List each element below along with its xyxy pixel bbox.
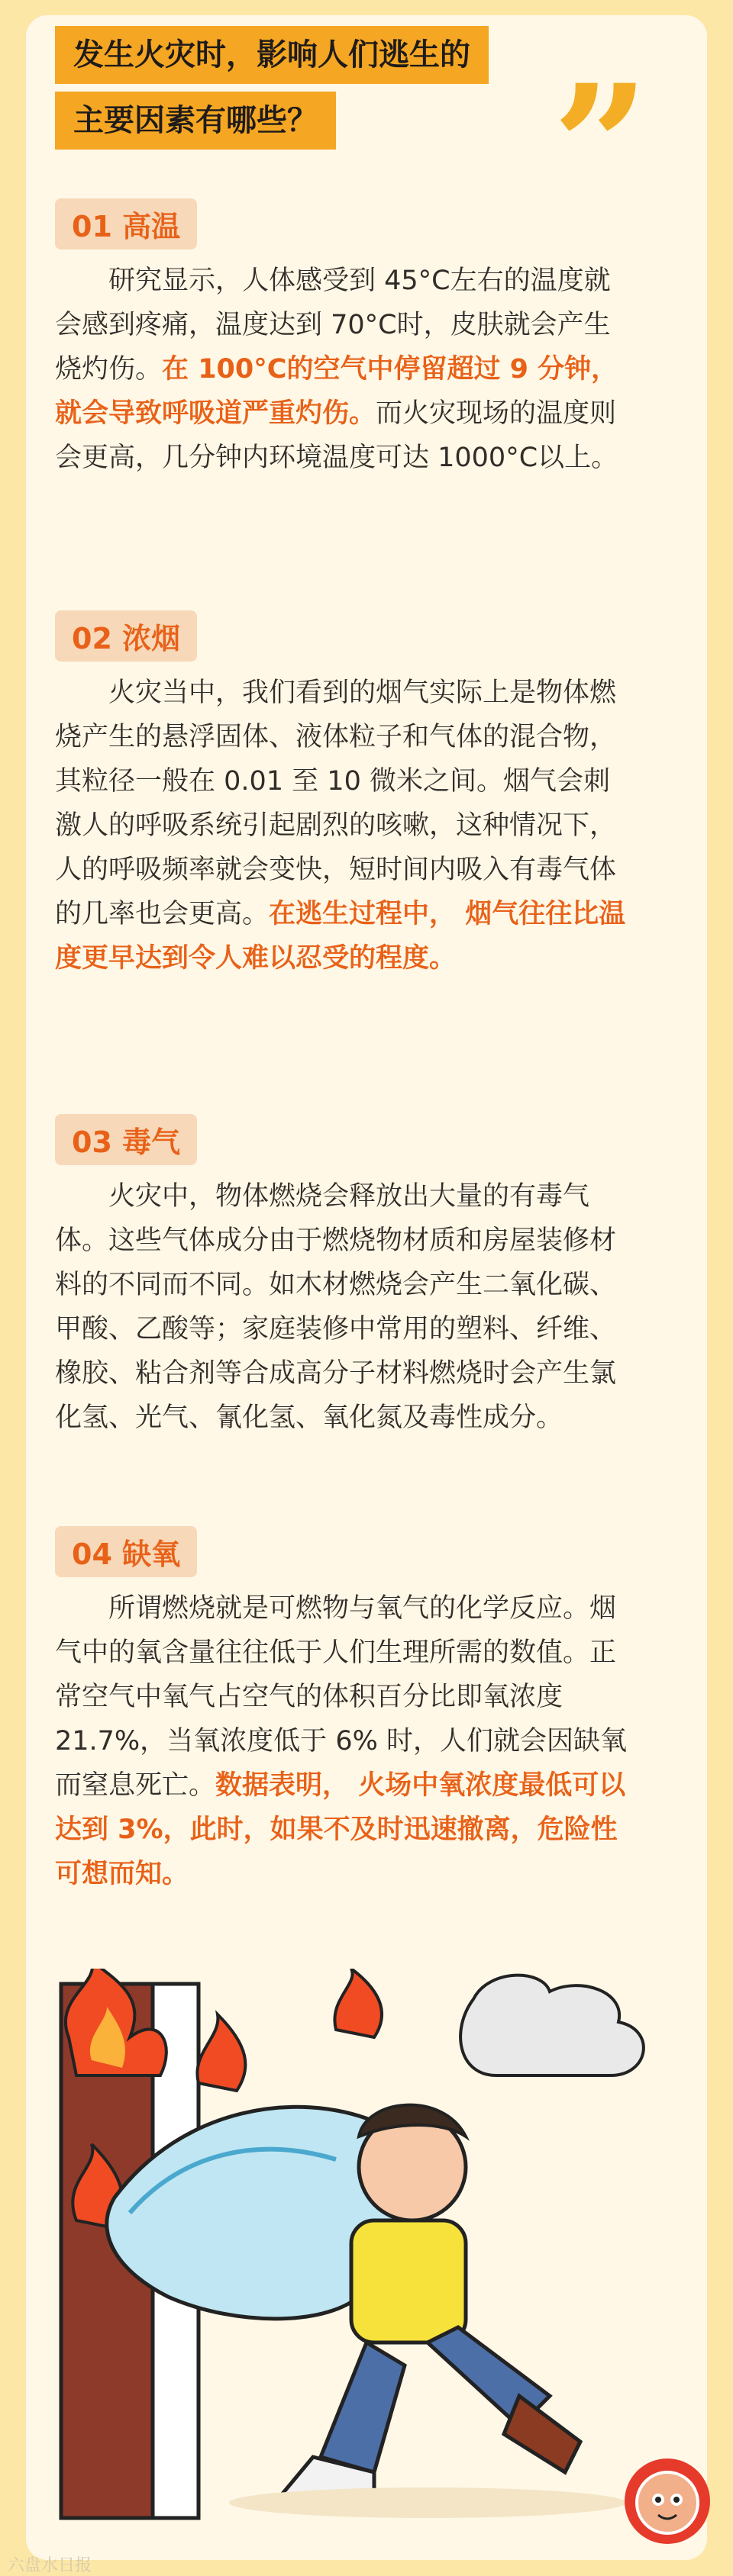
highlight-text: 数据表明， 火场中氧浓度最低可以达到 3%，此时，如果不及时迅速撤离，危险性可想而知。 [55, 1770, 626, 1889]
fire-escape-illustration [46, 1969, 687, 2533]
section-smoke [55, 610, 635, 980]
section-heading: 02 浓烟 [55, 610, 197, 662]
quote-mark-icon: ” [552, 47, 649, 245]
section-high-temperature [55, 198, 635, 480]
section-body [55, 1586, 635, 1896]
section-toxic-gas [55, 1114, 635, 1440]
section-heading: 03 毒气 [55, 1114, 197, 1165]
page-title [55, 26, 489, 156]
body-text: 火灾当中，我们看到的烟气实际上是物体燃烧产生的悬浮固体、液体粒子和气体的混合物，其粒径一般在 0.01 至 10 微米之间。烟气会刺激人的呼吸系统引起剧烈的咳嗽，这种情况下，人的呼吸频率就会变快，短时间内吸入有毒气体的几率也会更高。 [55, 678, 617, 929]
highlight-text: 在逃生过程中， 烟气往往比温度更早达到令人难以忍受的程度。 [55, 899, 626, 974]
mascot-logo-icon [622, 2455, 713, 2547]
highlight-text: 在 100°C的空气中停留超过 9 分钟， 就会导致呼吸道严重灼伤。 [55, 354, 618, 429]
body-text: 而火灾现场的温度则会更高，几分钟内环境温度可达 1000°C以上。 [55, 398, 618, 473]
section-body [55, 259, 635, 480]
body-text: 研究显示，人体感受到 45°C左右的温度就会感到疼痛，温度达到 70°C时，皮肤就会产生烧灼伤。 [55, 266, 611, 385]
section-body [55, 671, 635, 980]
section-heading: 01 高温 [55, 198, 197, 250]
body-text: 所谓燃烧就是可燃物与氧气的化学反应。烟气中的氧含量往往低于人们生理所需的数值。正常空气中氧气占空气的体积百分比即氧浓度 21.7%，当氧浓度低于 6% 时，人们就会因缺氧而窒息死亡。 [55, 1593, 627, 1801]
body-text: 火灾中，物体燃烧会释放出大量的有毒气体。这些气体成分由于燃烧物材质和房屋装修材料的不同而不同。如木材燃烧会产生二氧化碳、甲酸、乙酸等；家庭装修中常用的塑料、纤维、橡胶、粘合剂等合成高分子材料燃烧时会产生氯化氢、光气、氰化氢、氧化氮及毒性成分。 [55, 1181, 617, 1433]
section-oxygen-deficit [55, 1526, 635, 1896]
title-line-1: 发生火灾时，影响人们逃生的 [55, 26, 489, 84]
section-body [55, 1174, 635, 1440]
section-heading: 04 缺氧 [55, 1526, 197, 1577]
title-line-2: 主要因素有哪些？ [55, 92, 336, 150]
watermark: 六盘水日报 [8, 2556, 92, 2575]
